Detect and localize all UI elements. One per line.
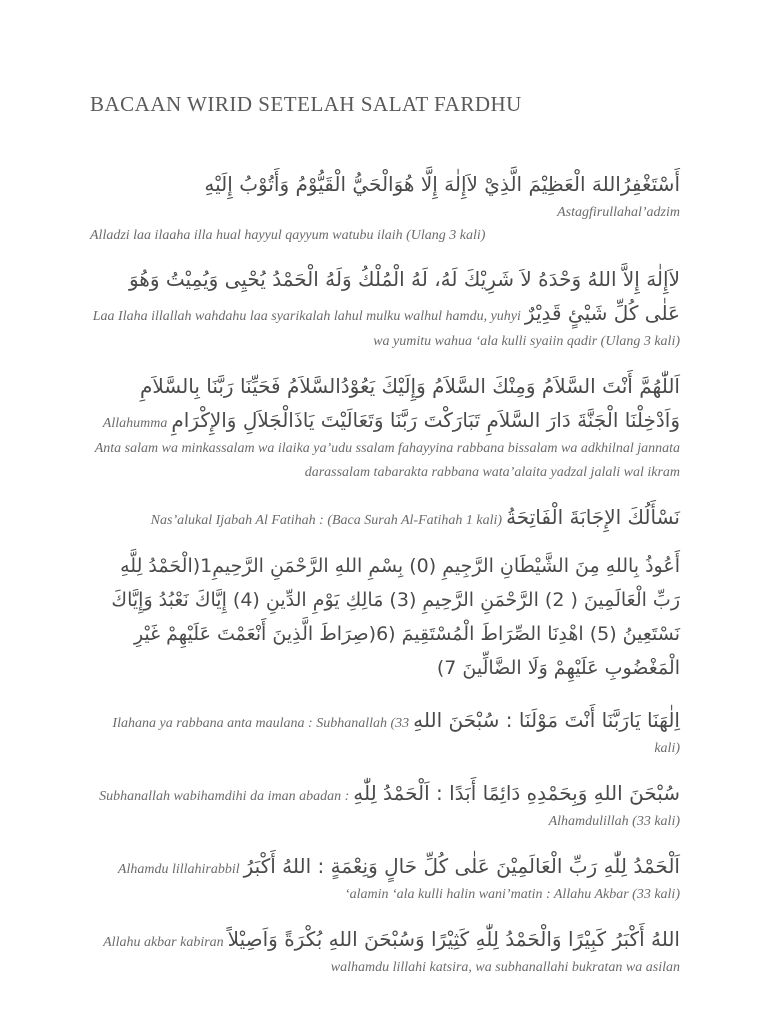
- arabic-text: اِلٰهَنَا يَارَبَّنَا أَنْتَ مَوْلَنَا : سُبْحَنَ اللهِ: [413, 708, 680, 733]
- wirid-entry-alhamdulillah: [90, 849, 680, 907]
- wirid-entry-allahu-akbar: [90, 922, 680, 980]
- transliteration-text: Subhanallah wabihamdihi da iman abadan : Alhamdulillah (33 kali): [99, 789, 680, 830]
- surah-al-fatihah-text: أَعُوذُ بِاللهِ مِنَ الشَّيْطَانِ الرَّجِيمِ (0) بِسْمِ اللهِ الرَّحْمَنِ الرَّحِيمِ1(الْحَمْدُ لِلَّهِ رَبِّ الْعَالَمِينَ ( 2) الرَّحْمَنِ الرَّحِيمِ (3) مَالِكِ يَوْمِ الدِّينِ (4) إِيَّاكَ نَعْبُدُ وَإِيَّاكَ نَسْتَعِينُ (5) اهْدِنَا الصِّرَاطَ الْمُسْتَقِيمَ (6(صِرَاطَ الَّذِينَ أَنْعَمْتَ عَلَيْهِمْ غَيْرِ الْمَغْضُوبِ عَلَيْهِمْ وَلَا الضَّالِّينَ 7): [111, 555, 680, 680]
- arabic-text: اَللّٰهُمَّ أَنْتَ السَّلاَمُ وَمِنْكَ السَّلاَمُ وَإِلَيْكَ يَعُوْدُالسَّلاَمُ فَحَيِّنَا رَبَّنَا بِالسَّلاَمِ وَاَدْخِلْنَا الْجَنَّةَ دَارَ السَّلاَمِ تَبَارَكْتَ رَبَّنَا وَتَعَالَيْتَ يَاذَالْجَلاَلِ وَالإِكْرَامِ: [139, 374, 680, 433]
- arabic-text: اَلْحَمْدُ لِلّٰهِ رَبِّ الْعَالَمِيْنَ عَلٰى كُلِّ حَالٍ وَنِعْمَةٍ : اللهُ أَكْبَرُ: [243, 854, 680, 879]
- transliteration-text: Alhamdu lillahirabbil ‘alamin ‘ala kulli halin wani’matin : Allahu Akbar (33 kali): [117, 862, 680, 903]
- transliteration-text: Allahu akbar kabiran walhamdu lillahi katsira, wa subhanallahi bukratan wa asilan: [103, 935, 680, 976]
- wirid-entry-allahumma-antassalam: [90, 369, 680, 485]
- transliteration-text: Allahumma Anta salam wa minkassalam wa ilaika ya’udu ssalam fahayyina rabbana bissalam wa adkhilnal jannata darassalam tabarakta rabbana wata’alaita yadzal jalali wal ikram: [94, 416, 680, 481]
- arabic-text: اللهُ أَكْبَرُ كَبِيْرًا وَالْحَمْدُ لِلّٰهِ كَثِيْرًا وَسُبْحَنَ اللهِ بُكْرَةً وَاَصِيْلاً: [227, 927, 680, 952]
- arabic-text: أَسْتَغْفِرُاللهَ الْعَظِيْمَ الَّذِيْ لاَإِلٰهَ إِلَّا هُوَالْحَيُّ الْقَيُّوْمُ وَأَتُوْبُ إِلَيْهِ: [204, 172, 680, 197]
- document-title: BACAAN WIRID SETELAH SALAT FARDHU: [90, 92, 522, 116]
- arabic-text: سُبْحَنَ اللهِ وَبِحَمْدِهِ دَائِمًا أَبَدًا : اَلْحَمْدُ لِلّٰهِ: [353, 781, 680, 806]
- arabic-text: لاَإِلٰهَ إِلاَّ اللهُ وَحْدَهُ لاَ شَرِيْكَ لَهُ، لَهُ الْمُلْكُ وَلَهُ الْحَمْدُ يُحْيِى وَيُمِيْتُ وَهُوَ عَلٰى كُلِّ شَيْئٍ قَدِيْرٌ: [128, 267, 680, 326]
- transliteration-text: Ilahana ya rabbana anta maulana : Subhanallah (33 kali): [112, 716, 680, 757]
- wirid-entry-fatihah: [90, 500, 680, 534]
- wirid-entry-subhanallah: [90, 776, 680, 834]
- transliteration-continued: Alladzi laa ilaaha illa hual hayyul qayyum watubu ilaih (Ulang 3 kali): [90, 228, 486, 244]
- wirid-entry-ilahana: [90, 703, 680, 761]
- wirid-entry-tahlil: [90, 262, 680, 354]
- transliteration-text: Laa Ilaha illallah wahdahu laa syarikalah lahul mulku walhul hamdu, yuhyi wa yumitu wahua ‘ala kulli syaiin qadir (Ulang 3 kali): [92, 309, 680, 350]
- arabic-text: نَسْأَلُكَ الإِجَابَةَ الْفَاتِحَةُ: [506, 505, 680, 530]
- transliteration-text: Astagfirullahal’adzim: [557, 205, 680, 221]
- wirid-entry-istighfar: [90, 167, 680, 247]
- transliteration-text: Nas’alukal Ijabah Al Fatihah : (Baca Surah Al-Fatihah 1 kali): [150, 513, 503, 529]
